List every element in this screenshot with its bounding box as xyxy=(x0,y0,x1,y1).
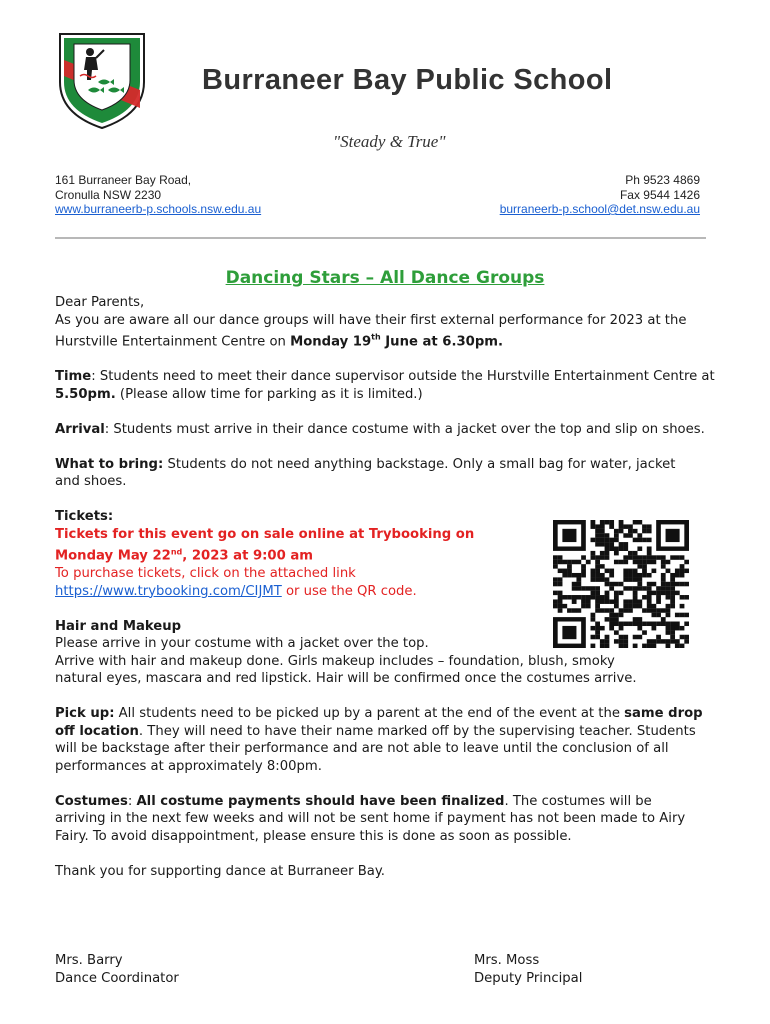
costumes-payment-note: All costume payments should have been finalized xyxy=(136,793,505,809)
signatory-role: Dance Coordinator xyxy=(55,970,179,986)
school-name: Burraneer Bay Public School xyxy=(202,64,613,96)
signatory-name: Mrs. Moss xyxy=(474,953,540,968)
costumes-label: Costumes xyxy=(55,793,128,809)
pickup-text-2: . They will need to have their name marked off by the supervising teacher. Students will be backstage after their performance and are not able to leave until the conclusion of all performances at approximately 8:00pm. xyxy=(55,723,696,774)
pickup-text: All students need to be picked up by a parent at the end of the event at the xyxy=(114,706,625,722)
intro-paragraph xyxy=(55,312,715,351)
tickets-date-time: , 2023 at 9:00 am xyxy=(182,548,314,564)
signature-left xyxy=(55,952,179,987)
letter-title: Dancing Stars – All Dance Groups xyxy=(225,268,545,288)
arrival-paragraph xyxy=(55,421,715,439)
address-line: 161 Burraneer Bay Road, xyxy=(55,173,192,187)
tickets-sale-text: Tickets for this event go on sale online at Trybooking on xyxy=(55,526,475,542)
header-divider xyxy=(55,237,706,239)
bring-text: Students do not need anything backstage. Only a small bag for water, jacket and shoes. xyxy=(55,456,676,490)
hair-line-1: Please arrive in your costume with a jacket over the top. xyxy=(55,636,429,652)
time-text: : Students need to meet their dance supervisor outside the Hurstville Entertainment Centre at xyxy=(91,369,715,385)
costumes-colon: : xyxy=(127,793,137,809)
arrival-text: : Students must arrive in their dance costume with a jacket over the top and slip on shoes. xyxy=(104,421,705,437)
arrival-label: Arrival xyxy=(55,421,105,437)
pickup-label: Pick up: xyxy=(55,706,115,722)
fax-number: Fax 9544 1426 xyxy=(619,187,700,202)
costumes-text: . The costumes will be arriving in the next few weeks and will not be sent home if payment has not been made to Airy Fairy. To avoid disappointment, please ensure this is done as soon as possible. xyxy=(55,793,686,844)
signature-right xyxy=(474,952,582,987)
intro-date-time: June at 6.30pm. xyxy=(380,334,504,350)
greeting: Dear Parents, xyxy=(55,295,145,310)
intro-date-suffix: th xyxy=(371,333,381,342)
time-label: Time xyxy=(55,369,92,385)
website-link[interactable]: www.burraneerb-p.schools.nsw.edu.au xyxy=(55,202,262,216)
school-motto: "Steady & True" xyxy=(333,132,446,151)
time-value: 5.50pm. xyxy=(55,386,116,402)
trybooking-qr-code[interactable] xyxy=(553,520,689,648)
pickup-paragraph xyxy=(55,705,707,775)
hair-heading: Hair and Makeup xyxy=(55,618,182,634)
tickets-purchase-line: To purchase tickets, click on the attached link xyxy=(55,566,356,582)
time-note: (Please allow time for parking as it is limited.) xyxy=(115,386,423,402)
school-crest-logo xyxy=(56,30,148,130)
tickets-heading: Tickets: xyxy=(55,509,114,525)
tickets-date-suffix: nd xyxy=(170,547,183,557)
pickup-location: same drop off location xyxy=(55,706,703,739)
phone-number: Ph 9523 4869 xyxy=(625,173,700,187)
thanks-line: Thank you for supporting dance at Burraneer Bay. xyxy=(55,863,385,879)
intro-text: As you are aware all our dance groups will have their first external performance for 2023 at the Hurstville Entertainment Centre on xyxy=(55,312,687,350)
hair-line-2: Arrive with hair and makeup done. Girls makeup includes – foundation, blush, smoky natural eyes, mascara and red lipstick. Hair will be confirmed once the costumes arrive. xyxy=(55,653,637,687)
email-link[interactable]: burraneerb-p.school@det.nsw.edu.au xyxy=(499,202,700,216)
signatory-role: Deputy Principal xyxy=(474,970,583,986)
contact-block xyxy=(500,173,700,217)
bring-label: What to bring: xyxy=(55,456,164,472)
intro-date: Monday 19 xyxy=(290,334,372,350)
qr-instruction: or use the QR code. xyxy=(281,583,417,599)
trybooking-link[interactable]: https://www.trybooking.com/CIJMT xyxy=(55,583,282,599)
address-line: Cronulla NSW 2230 xyxy=(55,187,162,202)
signatory-name: Mrs. Barry xyxy=(55,953,123,968)
costumes-paragraph xyxy=(55,793,700,846)
time-paragraph xyxy=(55,368,715,403)
bring-paragraph xyxy=(55,456,685,491)
address-block xyxy=(55,173,261,217)
tickets-date: Monday May 22 xyxy=(55,548,171,564)
